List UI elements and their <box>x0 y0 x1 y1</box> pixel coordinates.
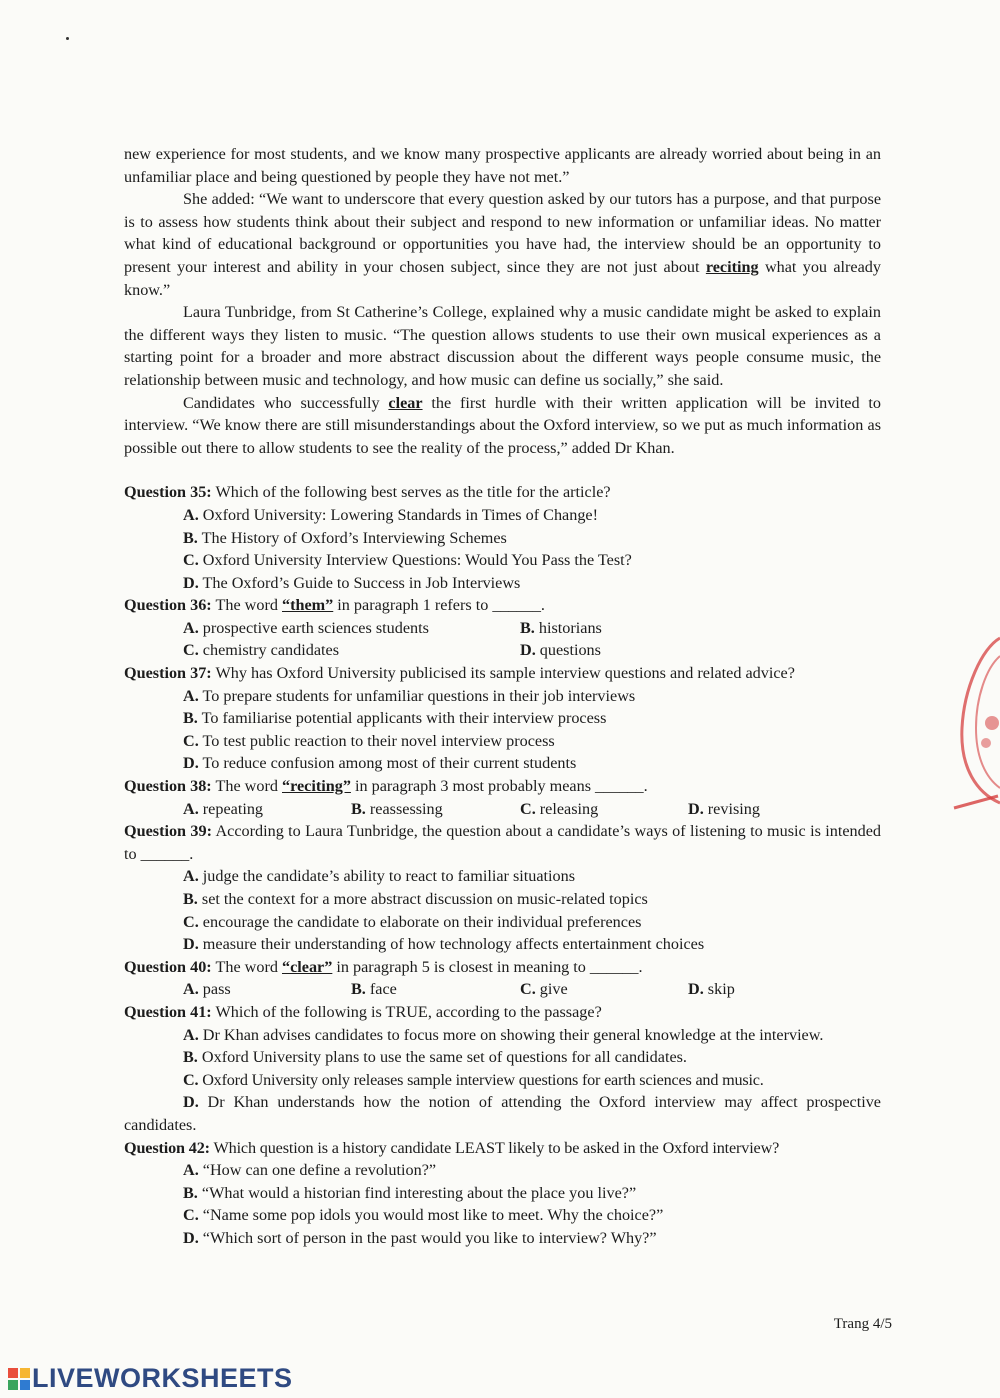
question-41: Question 41: Which of the following is TRUE, according to the passage? <box>124 1002 602 1021</box>
logo-square-green <box>8 1380 18 1390</box>
question-35: Question 35: Which of the following best serves as the title for the article? <box>124 483 611 502</box>
liveworksheets-logo-text: LIVEWORKSHEETS <box>32 1363 293 1393</box>
passage-paragraph-3: Laura Tunbridge, from St Catherine’s College, explained why a music candidate might be asked to explain the different ways they listen to music. “The question allows students to use their own musical experiences as a starting point for a broader and more abstract discussion about the different ways people consume music, the relationship between music and technology, and how music can define us socially,” she said. <box>124 303 881 389</box>
liveworksheets-logo[interactable] <box>8 1363 293 1394</box>
q35-option-b[interactable]: B. The History of Oxford’s Interviewing Schemes <box>183 528 507 547</box>
question-39: Question 39: According to Laura Tunbridge, the question about a candidate’s ways of listening to music is intended to ______. <box>124 822 881 863</box>
passage-paragraph-1: new experience for most students, and we know many prospective applicants are already worried about being in an unfamiliar place and being questioned by people they have not met.” <box>124 145 881 186</box>
logo-square-red <box>8 1368 18 1378</box>
q35-option-c[interactable]: C. Oxford University Interview Questions: Would You Pass the Test? <box>183 551 632 570</box>
q35-option-a[interactable]: A. Oxford University: Lowering Standards in Times of Change! <box>183 505 598 524</box>
q37-option-c[interactable]: C. To test public reaction to their novel interview process <box>183 731 555 750</box>
logo-square-yellow <box>20 1368 30 1378</box>
q39-option-a[interactable]: A. judge the candidate’s ability to react to familiar situations <box>183 867 575 886</box>
q41-option-d[interactable]: D. Dr Khan understands how the notion of attending the Oxford interview may affect prospective candidates. <box>124 1093 881 1134</box>
logo-square-blue <box>20 1380 30 1390</box>
q38-option-b[interactable]: B. reassessing <box>351 799 443 818</box>
liveworksheets-logo-icon <box>8 1368 30 1390</box>
page-number: Trang 4/5 <box>833 1316 892 1332</box>
q39-option-d[interactable]: D. measure their understanding of how technology affects entertainment choices <box>183 935 705 954</box>
q37-option-b[interactable]: B. To familiarise potential applicants with their interview process <box>183 709 607 728</box>
question-37: Question 37: Why has Oxford University publicised its sample interview questions and related advice? <box>124 664 795 683</box>
q40-option-a[interactable]: A. pass <box>183 980 231 999</box>
q42-option-b[interactable]: B. “What would a historian find interesting about the place you live?” <box>183 1183 637 1202</box>
q38-option-a[interactable]: A. repeating <box>183 799 264 818</box>
q40-option-d[interactable]: D. skip <box>688 980 735 999</box>
q39-option-b[interactable]: B. set the context for a more abstract discussion on music-related topics <box>183 890 648 908</box>
q38-option-d[interactable]: D. revising <box>688 799 760 818</box>
q42-option-a[interactable]: A. “How can one define a revolution?” <box>183 1161 437 1180</box>
highlighted-word-clear: clear <box>388 393 423 412</box>
q36-option-c[interactable]: C. chemistry candidates <box>183 641 339 660</box>
q37-option-d[interactable]: D. To reduce confusion among most of their current students <box>183 754 577 773</box>
passage-paragraph-4: Candidates who successfully clear the first hurdle with their written application will be invited to interview. “We know there are still misunderstandings about the Oxford interview, so we put as much information as possible out there to allow students to see the reality of the process,” added Dr Khan. <box>124 393 881 457</box>
q39-option-c[interactable]: C. encourage the candidate to elaborate on their individual preferences <box>183 912 642 931</box>
red-stamp-mark <box>952 628 1000 818</box>
passage-paragraph-2: She added: “We want to underscore that every question asked by our tutors has a purpose, and that purpose is to assess how students think about their subject and respond to new information or unfamiliar ideas. No matter what kind of educational background or opportunities you have had, the interview should be an opportunity to present your interest and ability in your chosen subject, since they are not just about reciting what you already know.” <box>124 190 881 299</box>
worksheet-page <box>124 143 881 1250</box>
question-36: Question 36: The word “them” in paragraph 1 refers to ______. <box>124 596 545 615</box>
highlighted-word-reciting: reciting <box>705 257 759 276</box>
question-40: Question 40: The word “clear” in paragraph 5 is closest in meaning to ______. <box>124 957 643 976</box>
question-42: Question 42: Which question is a history candidate LEAST likely to be asked in the Oxford interview? <box>124 1138 780 1157</box>
scan-speck <box>66 37 69 40</box>
q36-option-a[interactable]: A. prospective earth sciences students <box>183 618 429 637</box>
q37-option-a[interactable]: A. To prepare students for unfamiliar questions in their job interviews <box>183 686 636 705</box>
q35-option-d[interactable]: D. The Oxford’s Guide to Success in Job Interviews <box>183 573 521 592</box>
q36-option-d[interactable]: D. questions <box>520 641 601 660</box>
q38-option-c[interactable]: C. releasing <box>520 799 599 818</box>
q41-option-a[interactable]: A. Dr Khan advises candidates to focus more on showing their general knowledge at the interview. <box>183 1025 824 1044</box>
q40-option-b[interactable]: B. face <box>351 980 397 999</box>
question-38: Question 38: The word “reciting” in paragraph 3 most probably means ______. <box>124 777 648 796</box>
q42-option-c[interactable]: C. “Name some pop idols you would most like to meet. Why the choice?” <box>183 1206 664 1225</box>
q41-option-b[interactable]: B. Oxford University plans to use the same set of questions for all candidates. <box>183 1048 687 1067</box>
q41-option-c[interactable]: C. Oxford University only releases sample interview questions for earth sciences and music. <box>183 1070 764 1089</box>
q40-option-c[interactable]: C. give <box>520 980 568 999</box>
q42-option-d[interactable]: D. “Which sort of person in the past would you like to interview? Why?” <box>183 1228 657 1247</box>
q36-option-b[interactable]: B. historians <box>520 618 602 637</box>
